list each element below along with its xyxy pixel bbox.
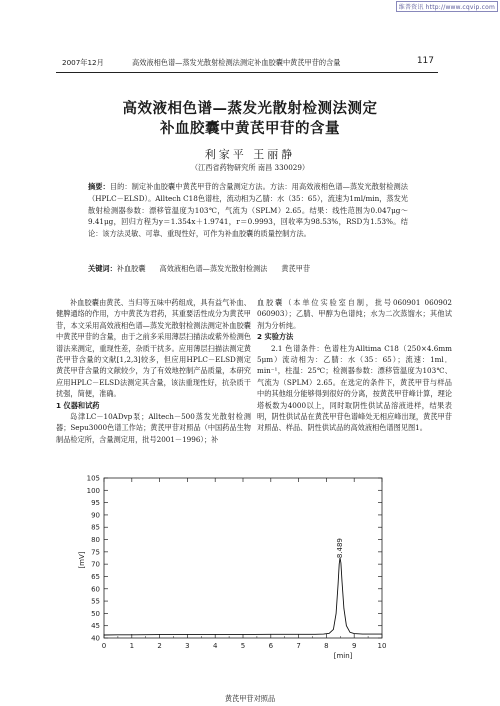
figure-caption: 黄芪甲苷对照品 (224, 694, 276, 703)
x-tick-label: 0 (101, 642, 107, 650)
continued-paragraph: 血胶囊（本单位实验室自制，批号060901 060902 060903）；乙腈、甲醇为色谱纯；水为二次蒸馏水；其他试剂为分析纯。 (257, 298, 452, 330)
article-title-line2: 补血胶囊中黄芪甲苷的含量 (160, 121, 340, 137)
x-tick-label: 9 (351, 642, 357, 650)
x-axis-label: [min] (333, 652, 353, 660)
x-tick-label: 6 (268, 642, 274, 650)
y-tick-label: 45 (91, 622, 100, 631)
author-names: 利家平 王丽静 (204, 148, 296, 161)
y-tick-label: 55 (91, 597, 100, 606)
y-tick-label: 100 (86, 486, 100, 495)
abstract-label: 摘要： (88, 182, 110, 191)
y-tick-label: 85 (91, 523, 100, 532)
x-tick-label: 5 (240, 642, 246, 650)
y-tick-label: 40 (91, 634, 100, 643)
author-affiliation: （江西省药物研究所 南昌 330029） (190, 163, 310, 172)
x-tick-label: 2 (157, 642, 162, 650)
y-tick-label: 90 (91, 511, 100, 520)
header-date: 2007年12月 (62, 58, 104, 67)
keyword-item: 补血胶囊 (116, 264, 146, 273)
page-number: 117 (416, 56, 434, 66)
keyword-item: 黄芪甲苷 (281, 264, 311, 273)
peak-retention-label: 8.489 (335, 538, 344, 559)
section-2-1-paragraph: 2.1 色谱条件：色谱柱为Alltima C18（250×4.6mm 5μm）流动相为：乙腈：水（35：65）；流速：1ml．min⁻¹，柱温：25℃；检测器参数：漂移管温度为103℃、气流为（SPLM）2.65。在选定的条件下，黄芪甲苷与样品中的其他组分能够得到很好的分离，按黄芪甲苷峰计算，理论塔板数为4000以上，同时取阴性供试品溶液进样，结果表明，阴性供试品在黄芪甲苷色谱峰处无相应峰出现，黄芪甲苷对照品、样品、阴性供试品的高效液相色谱图见图1。 (257, 343, 452, 433)
y-tick-label: 75 (91, 548, 100, 557)
section-heading-1: 1 仪器和试药 (56, 400, 100, 410)
y-axis-label: [mV] (78, 551, 86, 569)
y-tick-label: 80 (91, 536, 100, 545)
y-tick-label: 95 (91, 499, 100, 508)
x-tick-label: 1 (129, 642, 135, 650)
section-1-paragraph: 岛津LC－10ADvp泵；Alltech－500蒸发光散射检测器；Sepu3000色谱工作站；黄芪甲苷对照品（中国药品生物制品检定所，含量测定用，批号2001－1996）；补 (56, 412, 251, 444)
header-journal-title: 高效液相色谱—蒸发光散射检测法测定补血胶囊中黄芪甲苷的含量 (132, 58, 341, 67)
intro-paragraph: 补血胶囊由黄芪、当归等五味中药组成，具有益气补血、健脾通络的作用，方中黄芪为君药，其重要活性成分为黄芪甲苷，本文采用高效液相色谱—蒸发光散射检测法测定补血胶囊中黄芪甲苷的含量，由于之前多采用薄层扫描法或紫外检测色谱法来测定，重现性差，杂质干扰多。应用薄层扫描法测定黄芪甲苷含量的文献[1,2,3]较多，但应用HPLC－ELSD测定黄芪甲苷含量的文献较少，为了有效地控制产品质量，本研究应用HPLC－ELSD法测定其含量，该法重现性好，抗杂质干扰强，简便，准确。 (56, 298, 251, 399)
keywords-label: 关键词： (88, 264, 117, 273)
article-title-line1: 高效液相色谱—蒸发光散射检测法测定 (122, 101, 378, 117)
keyword-item: 高效液相色谱—蒸发光散射检测法 (159, 264, 268, 273)
x-tick-label: 7 (296, 642, 301, 650)
abstract-text: 目的：制定补血胶囊中黄芪甲苷的含量测定方法。方法：用高效液相色谱—蒸发光散射检测法（HPLC－ELSD）。Alltech C18色谱柱，流动相为乙腈：水（35：65），流速为1ml/min，蒸发光散射检测器参数：漂移管温度为103℃，气流为（SPLM）2.65。结果：线性范围为0.047μg～9.41μg，回归方程为y＝1.354x＋1.9741，r＝0.9993，回收率为98.53%，RSD为1.53%。结论：该方法灵敏、可靠、重现性好，可作为补血胶囊的质量控制方法。 (88, 182, 408, 239)
section-heading-2: 2 实验方法 (257, 332, 294, 342)
y-tick-label: 65 (91, 572, 100, 581)
y-tick-label: 50 (91, 609, 100, 618)
x-tick-label: 3 (185, 642, 190, 650)
x-tick-label: 10 (377, 642, 387, 650)
chromatogram-trace (104, 558, 382, 635)
x-tick-label: 8 (324, 642, 329, 650)
y-tick-label: 60 (91, 585, 100, 594)
watermark-banner[interactable]: 维普资讯 http://www.cqvip.com (396, 1, 498, 12)
y-tick-label: 105 (86, 474, 100, 483)
y-tick-label: 70 (91, 560, 100, 569)
x-tick-label: 4 (212, 642, 218, 650)
